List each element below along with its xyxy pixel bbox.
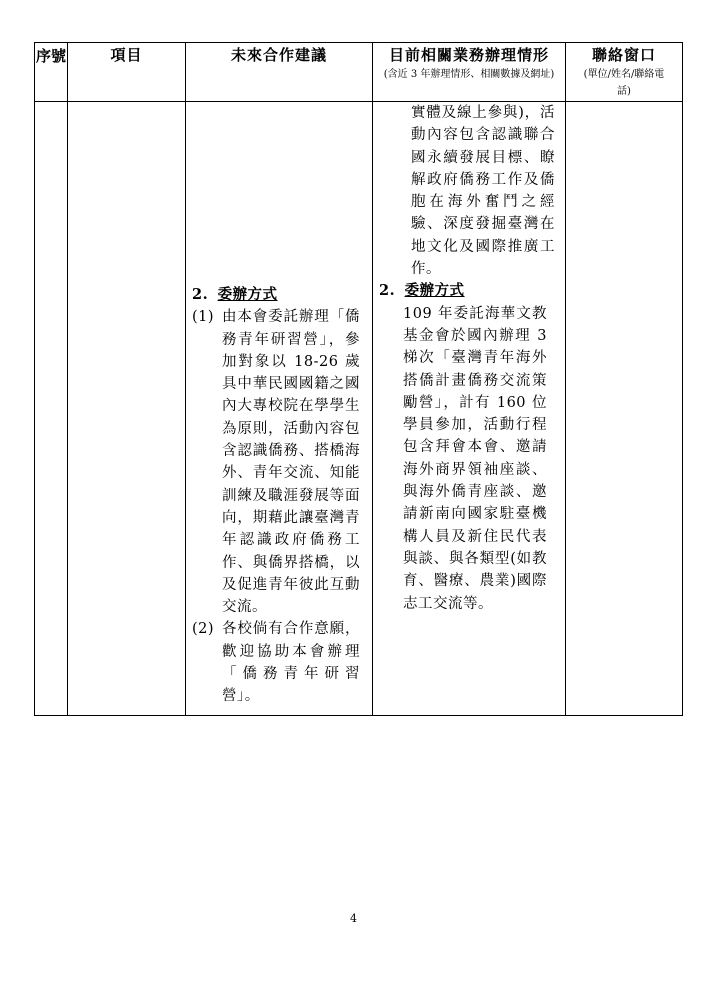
status-section-heading bbox=[379, 280, 559, 302]
proposal-section-title: 委辦方式 bbox=[217, 286, 278, 303]
header-contact bbox=[566, 43, 683, 102]
header-proposal-label: 未來合作建議 bbox=[230, 46, 327, 64]
header-item bbox=[68, 43, 186, 102]
cell-status bbox=[373, 102, 566, 716]
body-row bbox=[35, 102, 683, 716]
header-contact-label: 聯絡窗口 bbox=[591, 46, 656, 64]
proposal-item-1 bbox=[192, 306, 366, 618]
cooperation-table bbox=[34, 42, 683, 716]
cell-proposal bbox=[186, 102, 373, 716]
header-status-label: 目前相關業務辦理情形 bbox=[388, 46, 549, 64]
header-proposal bbox=[186, 43, 373, 102]
header-contact-sublabel: (單位/姓名/聯絡電話) bbox=[583, 69, 665, 97]
proposal-item-2-text: 各校倘有合作意願，歡迎協助本會辦理「僑務青年研習營」。 bbox=[222, 621, 360, 705]
header-seq-label: 序號 bbox=[35, 47, 66, 65]
cell-item bbox=[68, 102, 186, 716]
proposal-item-2 bbox=[192, 618, 366, 707]
proposal-item-1-text: 由本會委託辦理「僑務青年研習營」，參加對象以 18-26 歲具中華民國國籍之國內大專校院在學學生為原則，活動內容包含認識僑務、搭橋海外、青年交流、知能訓練及職涯發展等面向，期藉此讓臺灣青年認識政府僑務工作、與僑界搭橋，以及促進青年彼此互動交流。 bbox=[222, 309, 360, 616]
status-section-text: 109 年委託海華文教基金會於國內辦理 3 梯次「臺灣青年海外搭僑計畫僑務交流策勵營」，計有 160 位學員參加，活動行程包含拜會本會、邀請海外商界領袖座談、與海外僑青座談、邀請新南向國家駐臺機構人員及新住民代表與談、與各類型(如教育、醫療、農業)國際志工交流等。 bbox=[403, 305, 547, 612]
cell-contact bbox=[566, 102, 683, 716]
header-item-label: 項目 bbox=[110, 46, 143, 64]
status-section-title: 委辦方式 bbox=[404, 282, 465, 300]
header-status-sublabel: (含近 3 年辦理情形、相關數據及網址) bbox=[383, 69, 555, 80]
status-section-number: 2. bbox=[379, 282, 396, 300]
proposal-section-heading bbox=[192, 284, 366, 306]
proposal-content bbox=[192, 284, 366, 708]
cell-seq bbox=[35, 102, 68, 716]
page-number: 4 bbox=[350, 912, 357, 925]
header-row bbox=[35, 43, 683, 102]
proposal-item-1-marker: (1) bbox=[192, 309, 215, 326]
header-seq bbox=[35, 43, 68, 102]
proposal-item-2-marker: (2) bbox=[192, 621, 215, 638]
header-status bbox=[373, 43, 566, 102]
proposal-section-number: 2. bbox=[192, 286, 209, 303]
status-continuation-text: 實體及線上參與)，活動內容包含認識聯合國永續發展目標、瞭解政府僑務工作及僑胞在海外奮鬥之經驗、深度發掘臺灣在地文化及國際推廣工作。 bbox=[411, 105, 555, 278]
status-content bbox=[379, 102, 559, 615]
